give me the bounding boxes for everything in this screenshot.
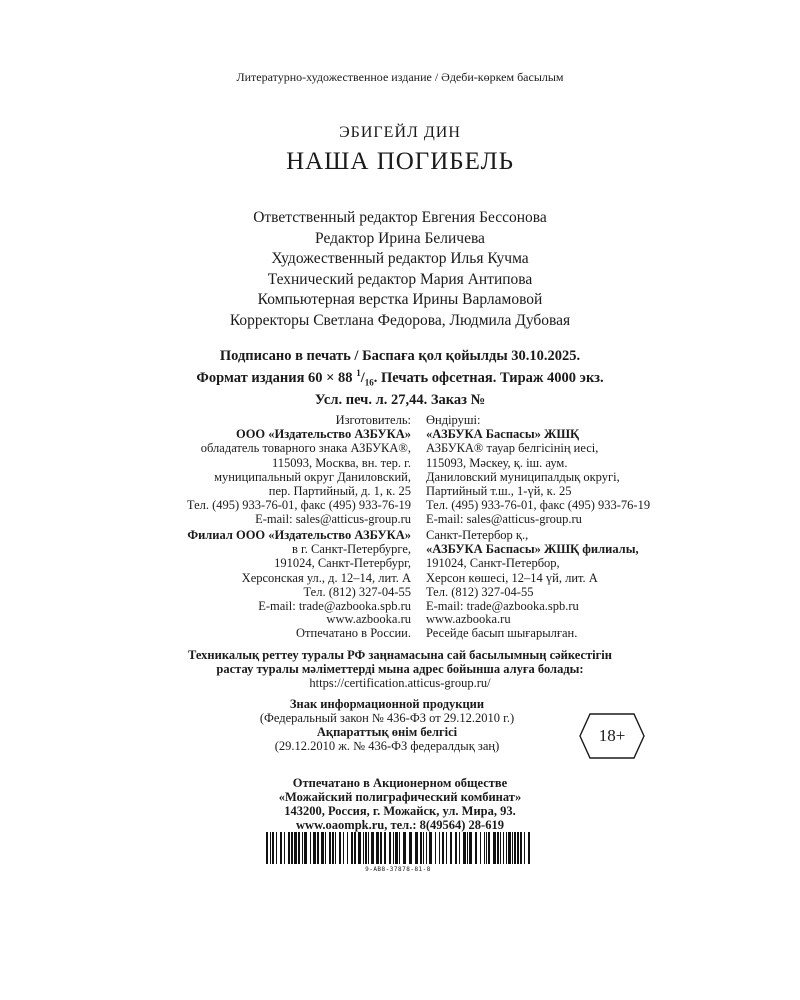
credit-line: Художественный редактор Илья Кучма: [271, 250, 529, 267]
branch-kz-line: 191024, Санкт-Петербор,: [426, 556, 560, 571]
printed-in-note: Отпечатано в России.: [296, 626, 411, 641]
manufacturer-kz-line: Партийный т.ш., 1-үй, к. 25: [426, 484, 572, 499]
info-sign-line: Знак информационной продукции: [289, 697, 485, 711]
manufacturer-kz-line: Даниловский муниципалдық округі,: [426, 469, 620, 484]
print-info: [0, 348, 800, 409]
credit-line: Компьютерная верстка Ирины Варламовой: [257, 291, 543, 308]
branch-kz-line: E-mail: trade@azbooka.spb.ru: [426, 599, 579, 614]
signed-to-print: Подписано в печать / Баспаға қол қойылды 30.10.2025.: [219, 348, 581, 364]
info-product-sign: [222, 697, 552, 753]
manufacturer-ru-line: 115093, Москва, вн. тер. г.: [271, 455, 411, 470]
printer-line: «Можайский полиграфический комбинат»: [278, 790, 522, 804]
manufacturer-kz-line: Өндіруші:: [426, 413, 481, 427]
website-link: www.azbooka.ru: [426, 612, 511, 626]
info-sign-line: (29.12.2010 ж. № 436-ФЗ федералдық заң): [274, 739, 500, 753]
author-name: ЭБИГЕЙЛ ДИН: [339, 124, 461, 141]
credit-line: Ответственный редактор Евгения Бессонова: [253, 209, 547, 226]
certification-url: https://certification.atticus-group.ru/: [309, 676, 491, 690]
info-sign-line: (Федеральный закон № 436-ФЗ от 29.12.2010 г.): [259, 711, 515, 725]
manufacturer-ru-line: муниципальный округ Даниловский,: [214, 469, 411, 484]
branch-ru: [187, 528, 411, 613]
manufacturer-kz-line: АЗБУКА® тауар белгісінің иесі,: [426, 441, 599, 456]
credit-line: Корректоры Светлана Федорова, Людмила Дубовая: [229, 311, 571, 329]
credit-line: Технический редактор Мария Антипова: [267, 270, 533, 288]
branch-kz-line: Тел. (812) 327-04-55: [426, 584, 534, 599]
tech-regulation-line: растау туралы мәліметтерді мына адрес бойынша алуға болады:: [216, 662, 584, 676]
editorial-credits: [0, 208, 800, 331]
printer-info: [0, 776, 800, 832]
footer-kz: [426, 612, 577, 640]
manufacturer-ru-line: Тел. (495) 933-76-01, факс (495) 933-76-19: [186, 498, 411, 513]
printer-line: www.oaompk.ru, тел.: 8(49564) 28-619: [296, 818, 504, 832]
publication-type-note: Литературно-художественное издание / Әдеби-көркем басылым: [236, 70, 564, 84]
branch-ru-line: Херсонская ул., д. 12–14, лит. А: [241, 570, 411, 585]
manufacturer-ru-line: ООО «Издательство АЗБУКА»: [235, 427, 411, 442]
branch-ru-line: Тел. (812) 327-04-55: [303, 584, 411, 599]
info-sign-line: Ақпараттық өнім белгісі: [316, 725, 458, 739]
manufacturer-kz: [426, 413, 650, 527]
branch-ru-line: 191024, Санкт-Петербург,: [274, 556, 411, 571]
printer-line: 143200, Россия, г. Можайск, ул. Мира, 93.: [284, 804, 516, 818]
manufacturer-ru: [187, 413, 411, 527]
branch-kz: [426, 528, 639, 613]
branch-ru-line: в г. Санкт-Петербурге,: [292, 542, 411, 557]
manufacturer-ru-line: пер. Партийный, д. 1, к. 25: [268, 484, 411, 499]
branch-kz-line: «АЗБУКА Баспасы» ЖШҚ филиалы,: [426, 542, 639, 557]
tech-regulation-note: [0, 648, 800, 690]
book-title: НАША ПОГИБЕЛЬ: [286, 148, 514, 175]
tech-regulation-line: Техникалық реттеу туралы РФ заңнамасына сай басылымның сәйкестігін: [188, 648, 612, 662]
barcode-number: 9-AB8-37878-81-8: [365, 866, 431, 873]
sheets-order-line: Усл. печ. л. 27,44. Заказ №: [314, 391, 486, 408]
manufacturer-ru-line: обладатель товарного знака АЗБУКА®,: [200, 441, 411, 456]
manufacturer-kz-line: «АЗБУКА Баспасы» ЖШҚ: [426, 427, 580, 442]
age-rating: 18+: [598, 726, 626, 745]
credit-line: Редактор Ирина Беличева: [315, 229, 485, 247]
branch-ru-line: E-mail: trade@azbooka.spb.ru: [258, 599, 411, 614]
manufacturer-ru-line: Изготовитель:: [335, 413, 411, 427]
website-link: www.azbooka.ru: [326, 612, 411, 626]
branch-ru-line: Филиал ООО «Издательство АЗБУКА»: [187, 528, 411, 542]
barcode-icon: [266, 832, 530, 864]
format-line: Формат издания 60 × 88 $^1/_{16}$. Печать офсетная. Тираж 4000 экз.: [196, 368, 604, 388]
printer-line: Отпечатано в Акционерном обществе: [292, 776, 508, 790]
manufacturer-kz-line: 115093, Мәскеу, қ. іш. аум.: [426, 455, 568, 470]
printed-in-note: Ресейде басып шығарылған.: [426, 626, 578, 641]
branch-kz-line: Херсон көшесі, 12–14 үй, лит. А: [426, 570, 598, 585]
manufacturer-kz-line: E-mail: sales@atticus-group.ru: [426, 512, 582, 527]
manufacturer-kz-line: Тел. (495) 933-76-01, факс (495) 933-76-19: [426, 498, 651, 513]
manufacturer-ru-line: E-mail: sales@atticus-group.ru: [255, 512, 411, 527]
footer-ru: [296, 612, 411, 640]
branch-kz-line: Санкт-Петербор қ.,: [426, 528, 529, 542]
